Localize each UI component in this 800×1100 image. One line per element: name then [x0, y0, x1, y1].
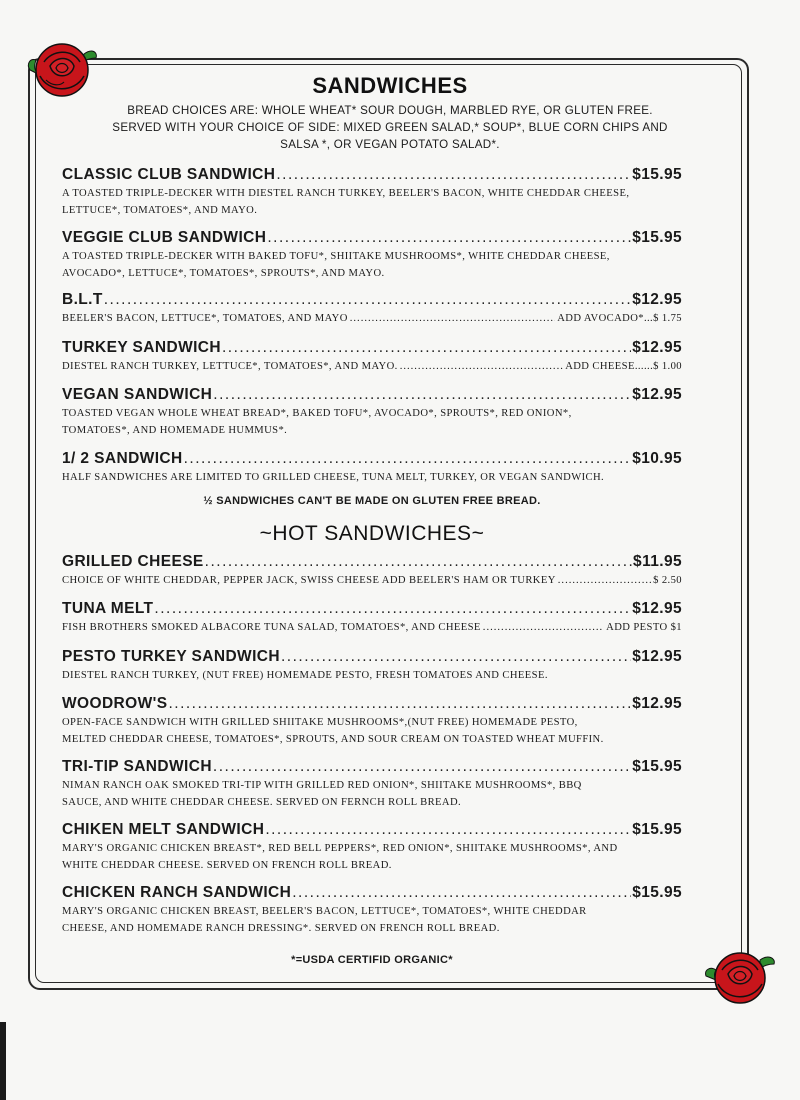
description-line: WHITE CHEDDAR CHEESE. SERVED ON FRENCH ROLL BREAD.	[62, 859, 392, 871]
leader-dots	[168, 694, 631, 714]
item-price: $15.95	[632, 229, 682, 246]
leader-dots	[222, 338, 631, 358]
leader-dots	[281, 647, 631, 667]
item-name: VEGGIE CLUB SANDWICH	[62, 229, 267, 246]
leader-dots	[154, 599, 631, 619]
item-description	[62, 311, 682, 328]
description-line: OPEN-FACE SANDWICH WITH GRILLED SHIITAKE MUSHROOMS*,(NUT FREE) HOMEMADE PESTO,	[62, 717, 578, 728]
description-line: TOASTED VEGAN WHOLE WHEAT BREAD*, BAKED TOFU*, AVOCADO*, SPROUTS*, RED ONION*,	[62, 408, 572, 419]
item-name: WOODROW'S	[62, 695, 168, 712]
description-line: SAUCE, AND WHITE CHEDDAR CHEESE. SERVED ON FERNCH ROLL BREAD.	[62, 796, 462, 808]
leader-dots	[292, 883, 631, 903]
item-description	[62, 249, 682, 282]
item-name: CHICKEN RANCH SANDWICH	[62, 884, 292, 901]
item-description	[62, 359, 682, 376]
item-description	[62, 715, 682, 748]
menu-header	[50, 72, 730, 153]
item-name: GRILLED CHEESE	[62, 553, 204, 570]
description-line: HALF SANDWICHES ARE LIMITED TO GRILLED CHEESE, TUNA MELT, TURKEY, OR VEGAN SANDWICH.	[62, 472, 605, 483]
leader-dots	[205, 552, 632, 572]
item-price: $12.95	[632, 695, 682, 712]
leader-dots	[400, 359, 564, 376]
item-description	[62, 573, 682, 590]
leader-dots	[265, 820, 631, 840]
leader-dots	[104, 290, 631, 310]
item-name: TRI-TIP SANDWICH	[62, 758, 212, 775]
item-name: PESTO TURKEY SANDWICH	[62, 648, 280, 665]
leader-dots	[213, 385, 631, 405]
description-text: CHOICE OF WHITE CHEDDAR, PEPPER JACK, SWISS CHEESE ADD BEELER'S HAM OR TURKEY	[62, 575, 556, 586]
menu-item	[62, 290, 682, 328]
item-description	[62, 470, 682, 487]
item-name: TURKEY SANDWICH	[62, 339, 221, 356]
item-description	[62, 406, 682, 439]
menu-item	[62, 883, 682, 937]
menu-item	[62, 820, 682, 874]
item-description	[62, 620, 682, 637]
leader-dots	[558, 573, 651, 590]
menu-item	[62, 552, 682, 590]
description-line: DIESTEL RANCH TURKEY, (NUT FREE) HOMEMADE PESTO, FRESH TOMATOES AND CHEESE.	[62, 670, 548, 681]
description-line: LETTUCE*, TOMATOES*, AND MAYO.	[62, 204, 258, 216]
add-on-price: ADD PESTO $1	[606, 622, 682, 633]
description-line: MELTED CHEDDAR CHEESE, TOMATOES*, SPROUTS, AND SOUR CREAM ON TOASTED WHEAT MUFFIN.	[62, 733, 604, 745]
item-description	[62, 668, 682, 685]
menu-item	[62, 757, 682, 811]
item-description	[62, 904, 682, 937]
menu-item	[62, 165, 682, 219]
scan-edge-mark	[0, 1022, 6, 1100]
add-on-price: ADD CHEESE......$ 1.00	[565, 361, 682, 372]
description-line: A TOASTED TRIPLE-DECKER WITH DIESTEL RANCH TURKEY, BEELER'S BACON, WHITE CHEDDAR CHEESE,	[62, 188, 630, 199]
add-on-price: ADD AVOCADO*...$ 1.75	[557, 313, 682, 324]
item-price: $11.95	[633, 553, 682, 570]
menu-item	[62, 694, 682, 748]
item-price: $12.95	[632, 339, 682, 356]
description-line: NIMAN RANCH OAK SMOKED TRI-TIP WITH GRILLED RED ONION*, SHIITAKE MUSHROOMS*, BBQ	[62, 780, 582, 791]
intro-line: SALSA *, OR VEGAN POTATO SALAD*.	[280, 138, 500, 151]
page-title: SANDWICHES	[312, 73, 468, 98]
intro-line: SERVED WITH YOUR CHOICE OF SIDE: MIXED GREEN SALAD,* SOUP*, BLUE CORN CHIPS AND	[112, 121, 668, 134]
description-line: A TOASTED TRIPLE-DECKER WITH BAKED TOFU*, SHIITAKE MUSHROOMS*, WHITE CHEDDAR CHEESE,	[62, 251, 610, 262]
description-text: BEELER'S BACON, LETTUCE*, TOMATOES, AND MAYO	[62, 313, 348, 324]
rose-icon	[704, 946, 776, 1006]
add-on-price: $ 2.50	[653, 575, 682, 586]
description-line: AVOCADO*, LETTUCE*, TOMATOES*, SPROUTS*, AND MAYO.	[62, 267, 385, 279]
description-text: FISH BROTHERS SMOKED ALBACORE TUNA SALAD, TOMATOES*, AND CHEESE	[62, 622, 481, 633]
description-line: TOMATOES*, AND HOMEMADE HUMMUS*.	[62, 424, 288, 436]
menu-item	[62, 338, 682, 376]
item-price: $15.95	[632, 821, 682, 838]
item-name: VEGAN SANDWICH	[62, 386, 213, 403]
menu-item	[62, 385, 682, 439]
item-price: $12.95	[632, 600, 682, 617]
item-description	[62, 841, 682, 874]
menu-item	[62, 599, 682, 637]
item-name: CHIKEN MELT SANDWICH	[62, 821, 265, 838]
item-price: $12.95	[632, 386, 682, 403]
item-name: B.L.T	[62, 291, 103, 308]
item-price: $12.95	[632, 291, 682, 308]
leader-dots	[213, 757, 631, 777]
item-name: CLASSIC CLUB SANDWICH	[62, 166, 276, 183]
section-title-hot: ~HOT SANDWICHES~	[259, 522, 485, 545]
menu-item	[62, 449, 682, 487]
item-price: $15.95	[632, 166, 682, 183]
leader-dots	[483, 620, 604, 637]
description-line: MARY'S ORGANIC CHICKEN BREAST*, RED BELL PEPPERS*, RED ONION*, SHIITAKE MUSHROOMS*, AND	[62, 843, 618, 854]
item-description	[62, 778, 682, 811]
organic-footnote: *=USDA CERTIFID ORGANIC*	[291, 954, 453, 966]
description-line: CHEESE, AND HOMEMADE RANCH DRESSING*. SERVED ON FRENCH ROLL BREAD.	[62, 922, 500, 934]
menu-item	[62, 228, 682, 282]
item-price: $12.95	[632, 648, 682, 665]
description-line: MARY'S ORGANIC CHICKEN BREAST, BEELER'S BACON, LETTUCE*, TOMATOES*, WHITE CHEDDAR	[62, 906, 587, 917]
leader-dots	[267, 228, 631, 248]
item-description	[62, 186, 682, 219]
item-price: $15.95	[632, 758, 682, 775]
item-name: TUNA MELT	[62, 600, 154, 617]
leader-dots	[350, 311, 556, 328]
half-sandwich-note: ½ SANDWICHES CAN'T BE MADE ON GLUTEN FREE BREAD.	[203, 495, 541, 507]
leader-dots	[276, 165, 631, 185]
intro-text	[50, 102, 730, 153]
item-name: 1/ 2 SANDWICH	[62, 450, 183, 467]
item-price: $15.95	[632, 884, 682, 901]
menu-item	[62, 647, 682, 685]
item-price: $10.95	[632, 450, 682, 467]
intro-line: BREAD CHOICES ARE: WHOLE WHEAT* SOUR DOUGH, MARBLED RYE, OR GLUTEN FREE.	[127, 104, 653, 117]
description-text: DIESTEL RANCH TURKEY, LETTUCE*, TOMATOES*, AND MAYO.	[62, 361, 398, 372]
leader-dots	[184, 449, 632, 469]
